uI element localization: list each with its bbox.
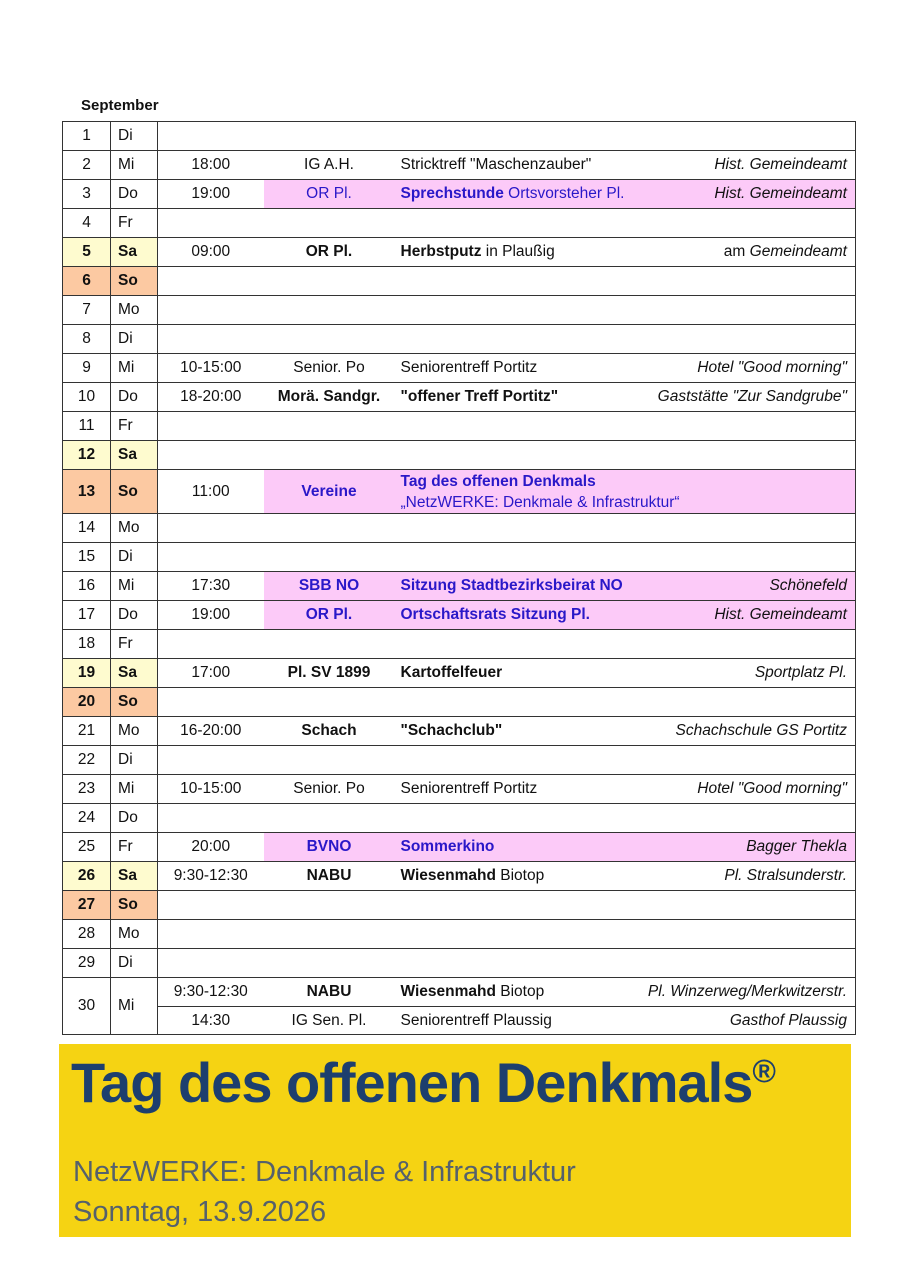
table-row: 11 Fr bbox=[63, 412, 856, 441]
table-row: 20 So bbox=[63, 688, 856, 717]
table-row: 7 Mo bbox=[63, 296, 856, 325]
table-row: 18 Fr bbox=[63, 630, 856, 659]
table-row: 6 So bbox=[63, 267, 856, 296]
table-row: 21 Mo 16-20:00 Schach "Schachclub" Schachschule GS Portitz bbox=[63, 717, 856, 746]
table-row: 8 Di bbox=[63, 325, 856, 354]
table-row: 14 Mo bbox=[63, 514, 856, 543]
table-row: 29 Di bbox=[63, 949, 856, 978]
table-row: 10 Do 18-20:00 Morä. Sandgr. "offener Treff Portitz" Gaststätte "Zur Sandgrube" bbox=[63, 383, 856, 412]
table-row: 17 Do 19:00 OR Pl. Ortschaftsrats Sitzung Pl. Hist. Gemeindeamt bbox=[63, 601, 856, 630]
table-row: 12 Sa bbox=[63, 441, 856, 470]
table-row: 16 Mi 17:30 SBB NO Sitzung Stadtbezirksbeirat NO Schönefeld bbox=[63, 572, 856, 601]
table-row: 22 Di bbox=[63, 746, 856, 775]
table-row: 19 Sa 17:00 Pl. SV 1899 Kartoffelfeuer Sportplatz Pl. bbox=[63, 659, 856, 688]
table-row: 4 Fr bbox=[63, 209, 856, 238]
table-row: 25 Fr 20:00 BVNO Sommerkino Bagger Thekla bbox=[63, 833, 856, 862]
table-row: 3 Do 19:00 OR Pl. Sprechstunde Ortsvorsteher Pl. Hist. Gemeindeamt bbox=[63, 180, 856, 209]
table-row: 28 Mo bbox=[63, 920, 856, 949]
banner-subtitle: NetzWERKE: Denkmale & Infrastruktur bbox=[73, 1156, 576, 1188]
banner-date: Sonntag, 13.9.2026 bbox=[73, 1196, 327, 1228]
table-row: 13 So 11:00 Vereine Tag des offenen Denkmals „NetzWERKE: Denkmale & Infrastruktur“ bbox=[63, 470, 856, 514]
denkmal-banner bbox=[59, 1044, 851, 1237]
table-row: 15 Di bbox=[63, 543, 856, 572]
table-row: 2 Mi 18:00 IG A.H. Stricktreff "Maschenzauber" Hist. Gemeindeamt bbox=[63, 151, 856, 180]
event-calendar-table bbox=[62, 121, 856, 1035]
table-row: 5 Sa 09:00 OR Pl. Herbstputz in Plaußig am Gemeindeamt bbox=[63, 238, 856, 267]
banner-headline: Tag des offenen Denkmals® bbox=[71, 1051, 775, 1114]
table-row: 26 Sa 9:30-12:30 NABU Wiesenmahd Biotop Pl. Stralsunderstr. bbox=[63, 862, 856, 891]
table-row: 27 So bbox=[63, 891, 856, 920]
table-row: 1 Di bbox=[63, 122, 856, 151]
table-row: 14:30 IG Sen. Pl. Seniorentreff Plaussig Gasthof Plaussig bbox=[63, 1007, 856, 1035]
table-row: 24 Do bbox=[63, 804, 856, 833]
month-heading: September bbox=[81, 97, 159, 114]
table-row: 9 Mi 10-15:00 Senior. Po Seniorentreff Portitz Hotel "Good morning" bbox=[63, 354, 856, 383]
table-row: 23 Mi 10-15:00 Senior. Po Seniorentreff Portitz Hotel "Good morning" bbox=[63, 775, 856, 804]
table-row: 30 Mi 9:30-12:30 NABU Wiesenmahd Biotop Pl. Winzerweg/Merkwitzerstr. bbox=[63, 978, 856, 1007]
